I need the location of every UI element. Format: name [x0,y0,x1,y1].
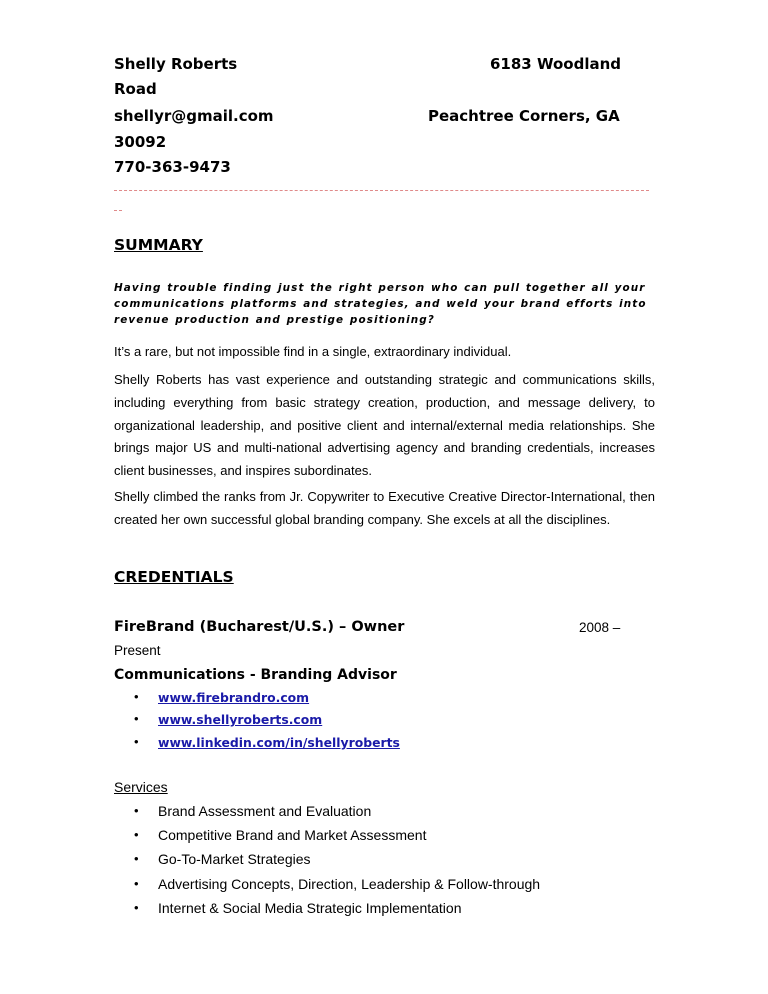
header-divider-tail [114,210,122,211]
bullet: • [134,827,139,842]
city-state: Peachtree Corners, GA [428,107,620,125]
service-item: Competitive Brand and Market Assessment [158,827,427,843]
service-item: Go-To-Market Strategies [158,851,311,867]
service-item: Internet & Social Media Strategic Implementation [158,900,462,916]
summary-intro-line-2: communications platforms and strategies, and weld your brand efforts into [114,298,647,310]
bullet: • [134,900,139,915]
summary-intro-line-3: revenue production and prestige positioning? [114,314,435,326]
bullet: • [134,711,139,726]
bullet: • [134,851,139,866]
summary-heading: SUMMARY [114,236,203,254]
bullet: • [134,734,139,749]
candidate-name: Shelly Roberts [114,55,238,73]
service-item: Brand Assessment and Evaluation [158,803,372,819]
link-linkedin[interactable]: www.linkedin.com/in/shellyroberts [158,735,400,750]
job-dates-cont: Present [114,643,161,658]
zip-code: 30092 [114,133,167,151]
bullet: • [134,689,139,704]
link-shellyroberts[interactable]: www.shellyroberts.com [158,712,323,727]
summary-tagline: It’s a rare, but not impossible find in a single, extraordinary individual. [114,344,512,359]
bullet: • [134,876,139,891]
job-title: FireBrand (Bucharest/U.S.) – Owner [114,619,405,635]
credentials-heading: CREDENTIALS [114,568,234,586]
services-label: Services [114,779,168,795]
summary-paragraph-1: Shelly Roberts has vast experience and outstanding strategic and communications skills, including everything from basic strategy creation, production, and message delivery, to organizational leadership, and positive client and internal/external media relationships. She brings major US and multi-national advertising agency and branding credentials, increases client businesses, and inspires subordinates. [114,372,655,479]
job-dates: 2008 – [579,620,621,635]
header-divider [114,190,649,191]
summary-paragraph-2: Shelly climbed the ranks from Jr. Copywriter to Executive Creative Director-International, then created her own successful global branding company. She excels at all the disciplines. [114,489,655,527]
summary-intro-line-1: Having trouble finding just the right person who can pull together all your [114,282,646,294]
street-address-cont: Road [114,80,157,98]
street-address: 6183 Woodland [490,55,622,73]
job-role: Communications - Branding Advisor [114,667,397,683]
link-firebrandro[interactable]: www.firebrandro.com [158,690,310,705]
phone-number: 770-363-9473 [114,158,231,176]
email-address: shellyr@gmail.com [114,107,274,125]
bullet: • [134,803,139,818]
service-item: Advertising Concepts, Direction, Leadership & Follow-through [158,876,541,892]
